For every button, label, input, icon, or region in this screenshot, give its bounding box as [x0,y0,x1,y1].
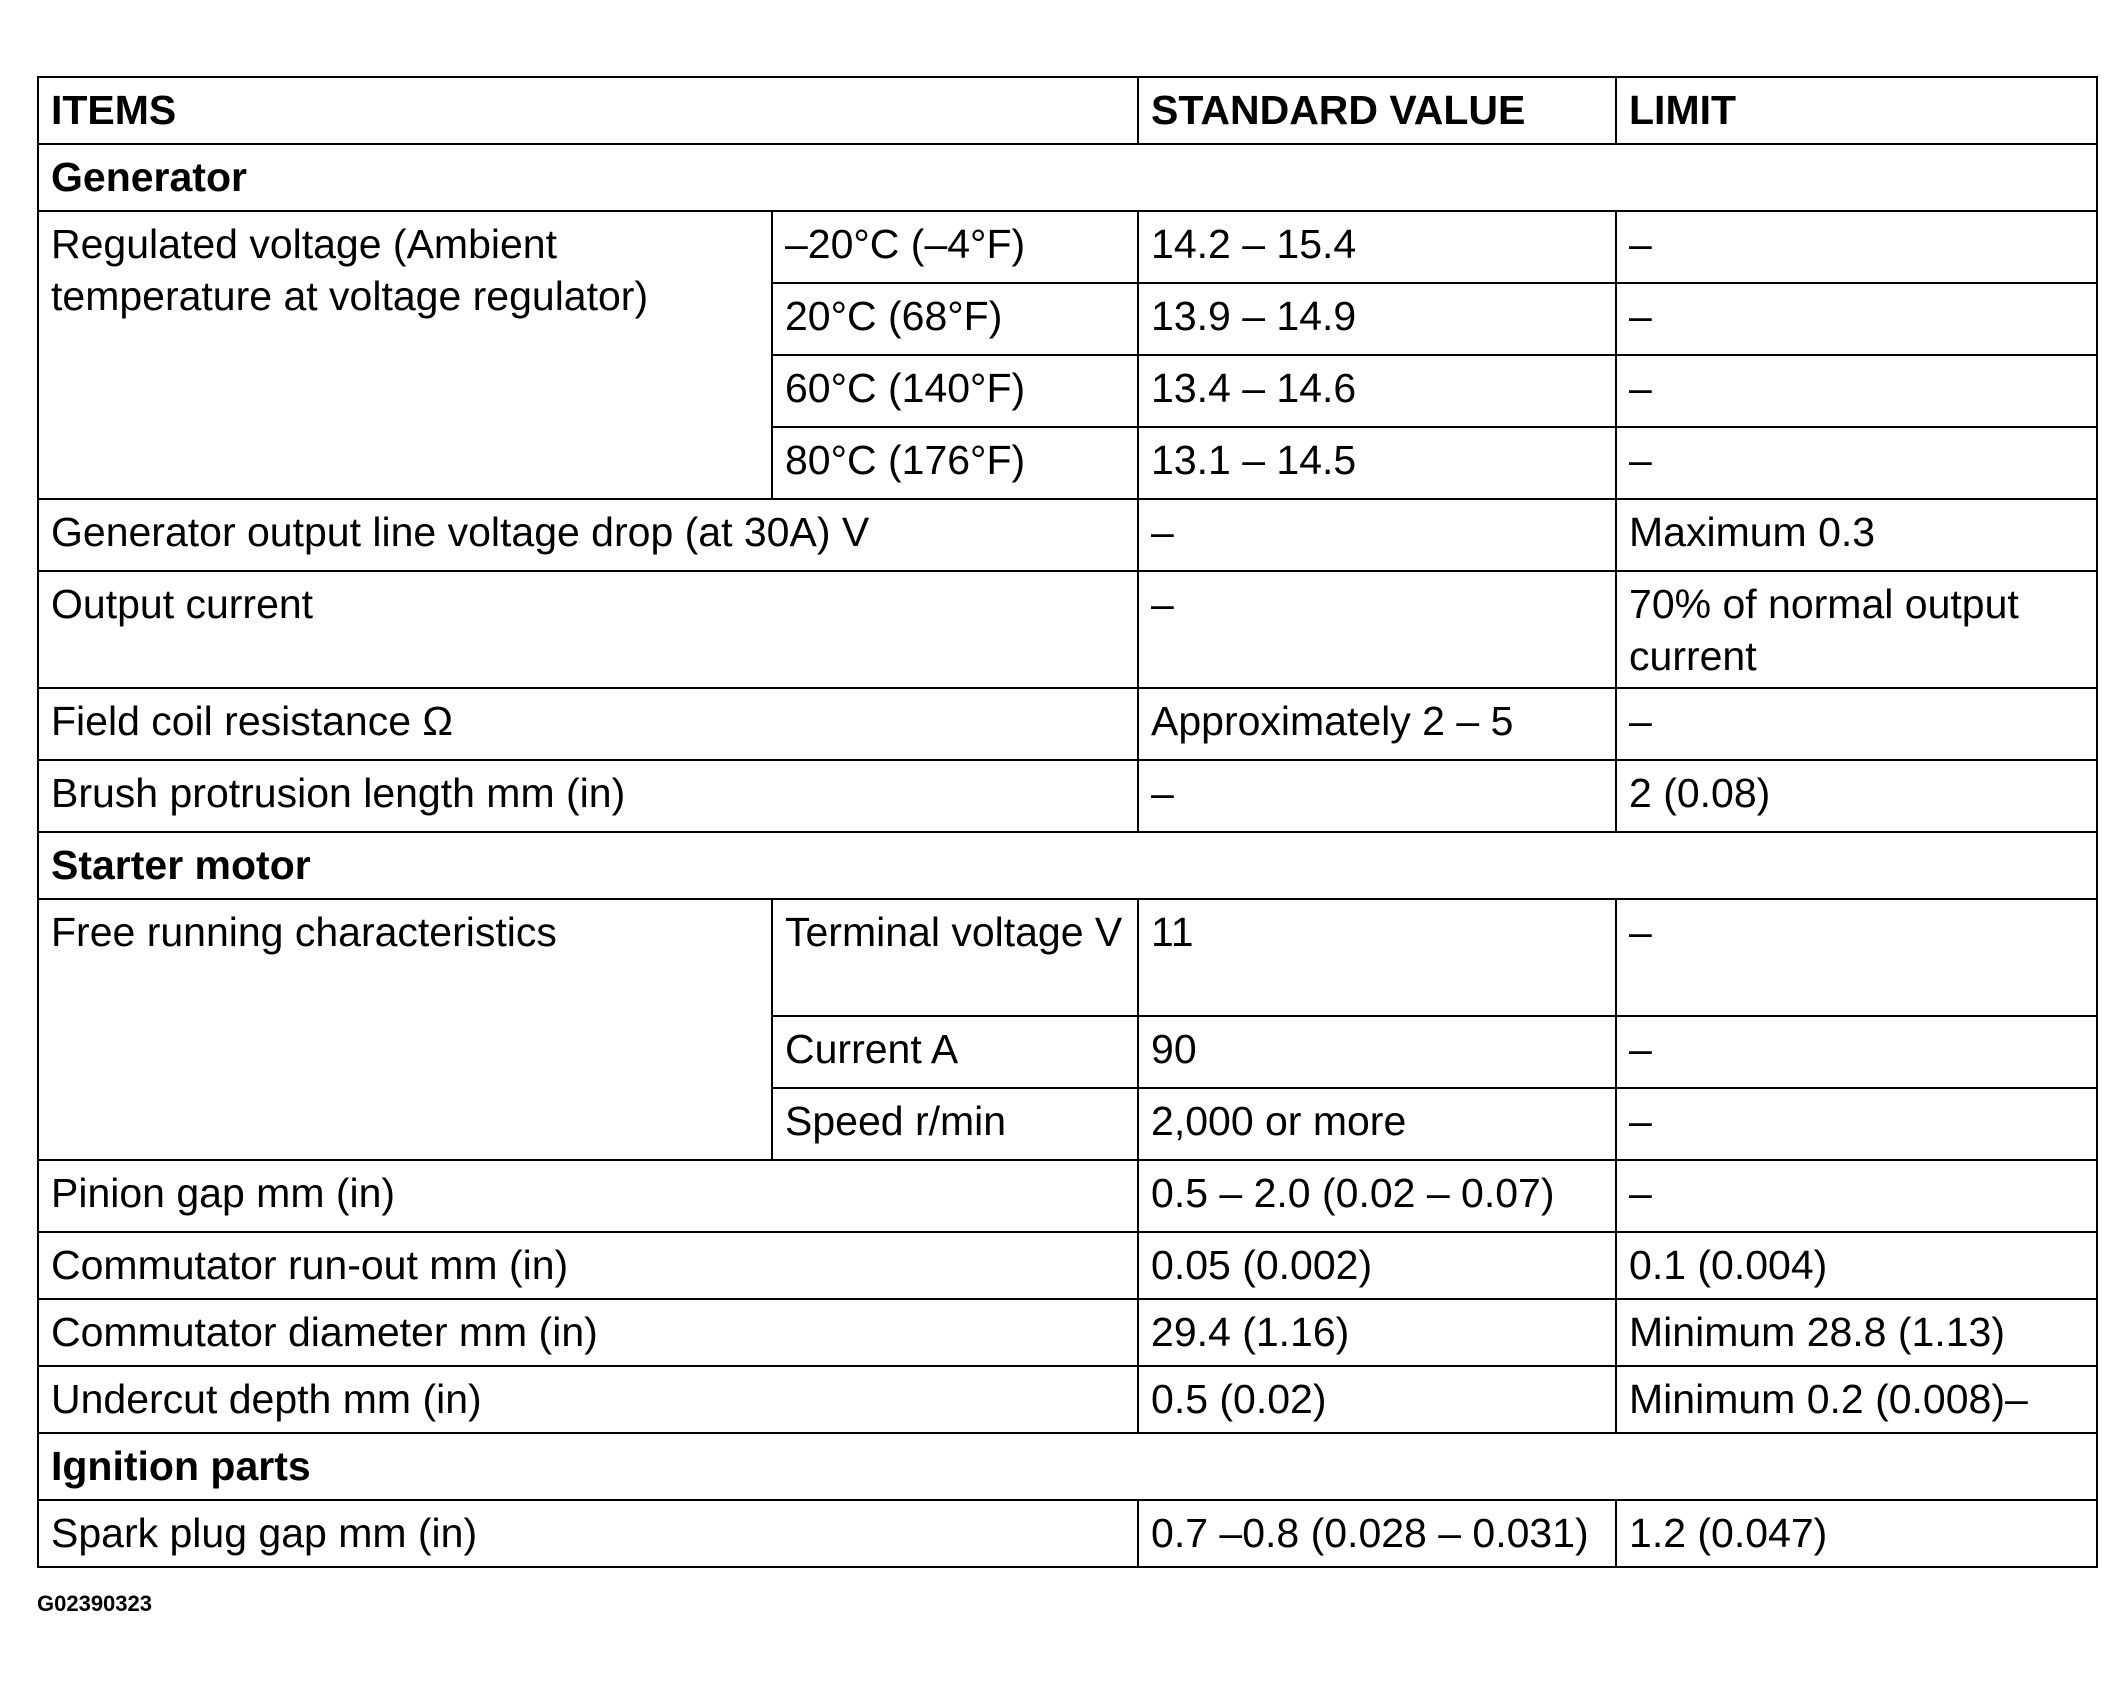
standard-cell: – [1138,499,1616,571]
table-row [38,760,2097,832]
item-cell: Generator output line voltage drop (at 30A) V [38,499,1138,571]
table-row [38,1500,2097,1567]
limit-cell: Minimum 0.2 (0.008)– [1616,1366,2097,1433]
standard-cell: 0.05 (0.002) [1138,1232,1616,1299]
item-cell: Field coil resistance Ω [38,688,1138,760]
section-row-ignition-parts [38,1433,2097,1500]
header-row [38,77,2097,144]
free-running-label: Free running characteristics [38,899,772,1160]
item-cell: Commutator diameter mm (in) [38,1299,1138,1366]
standard-cell: 0.5 – 2.0 (0.02 – 0.07) [1138,1160,1616,1232]
limit-cell: 0.1 (0.004) [1616,1232,2097,1299]
standard-cell: – [1138,760,1616,832]
limit-cell: – [1616,1160,2097,1232]
limit-cell: 1.2 (0.047) [1616,1500,2097,1567]
section-row-starter-motor [38,832,2097,899]
condition-cell: Speed r/min [772,1088,1138,1160]
limit-cell: – [1616,283,2097,355]
standard-cell: Approximately 2 – 5 [1138,688,1616,760]
limit-cell: – [1616,688,2097,760]
condition-cell: 60°C (140°F) [772,355,1138,427]
section-title-starter-motor: Starter motor [38,832,2097,899]
section-title-generator: Generator [38,144,2097,211]
standard-cell: 13.1 – 14.5 [1138,427,1616,499]
limit-cell: – [1616,1088,2097,1160]
limit-cell: Maximum 0.3 [1616,499,2097,571]
specifications-table [37,76,2098,1568]
header-limit: LIMIT [1616,77,2097,144]
limit-cell: – [1616,899,2097,1016]
limit-cell: Minimum 28.8 (1.13) [1616,1299,2097,1366]
standard-cell: 2,000 or more [1138,1088,1616,1160]
standard-cell: 13.4 – 14.6 [1138,355,1616,427]
condition-cell: 20°C (68°F) [772,283,1138,355]
header-items: ITEMS [38,77,1138,144]
table-row [38,899,2097,1016]
condition-cell: 80°C (176°F) [772,427,1138,499]
item-cell: Pinion gap mm (in) [38,1160,1138,1232]
limit-cell: – [1616,427,2097,499]
table-row [38,688,2097,760]
limit-cell: 2 (0.08) [1616,760,2097,832]
section-row-generator [38,144,2097,211]
item-cell: Commutator run-out mm (in) [38,1232,1138,1299]
standard-cell: 90 [1138,1016,1616,1088]
limit-cell: – [1616,211,2097,283]
standard-cell: 14.2 – 15.4 [1138,211,1616,283]
table-row [38,499,2097,571]
figure-id: G02390323 [37,1591,152,1616]
standard-cell: – [1138,571,1616,688]
item-cell: Undercut depth mm (in) [38,1366,1138,1433]
table-row [38,1366,2097,1433]
standard-cell: 11 [1138,899,1616,1016]
standard-cell: 13.9 – 14.9 [1138,283,1616,355]
table-row [38,1232,2097,1299]
condition-cell: –20°C (–4°F) [772,211,1138,283]
standard-cell: 29.4 (1.16) [1138,1299,1616,1366]
table-row [38,1160,2097,1232]
regulated-voltage-label: Regulated voltage (Ambient temperature at voltage regulator) [38,211,772,499]
condition-cell: Terminal voltage V [772,899,1138,1016]
table-row [38,1299,2097,1366]
standard-cell: 0.7 –0.8 (0.028 – 0.031) [1138,1500,1616,1567]
limit-cell: 70% of normal output current [1616,571,2097,688]
table-row [38,571,2097,688]
item-cell: Output current [38,571,1138,688]
limit-cell: – [1616,1016,2097,1088]
limit-cell: – [1616,355,2097,427]
table-row [38,211,2097,283]
condition-cell: Current A [772,1016,1138,1088]
item-cell: Spark plug gap mm (in) [38,1500,1138,1567]
section-title-ignition-parts: Ignition parts [38,1433,2097,1500]
standard-cell: 0.5 (0.02) [1138,1366,1616,1433]
item-cell: Brush protrusion length mm (in) [38,760,1138,832]
header-standard-value: STANDARD VALUE [1138,77,1616,144]
